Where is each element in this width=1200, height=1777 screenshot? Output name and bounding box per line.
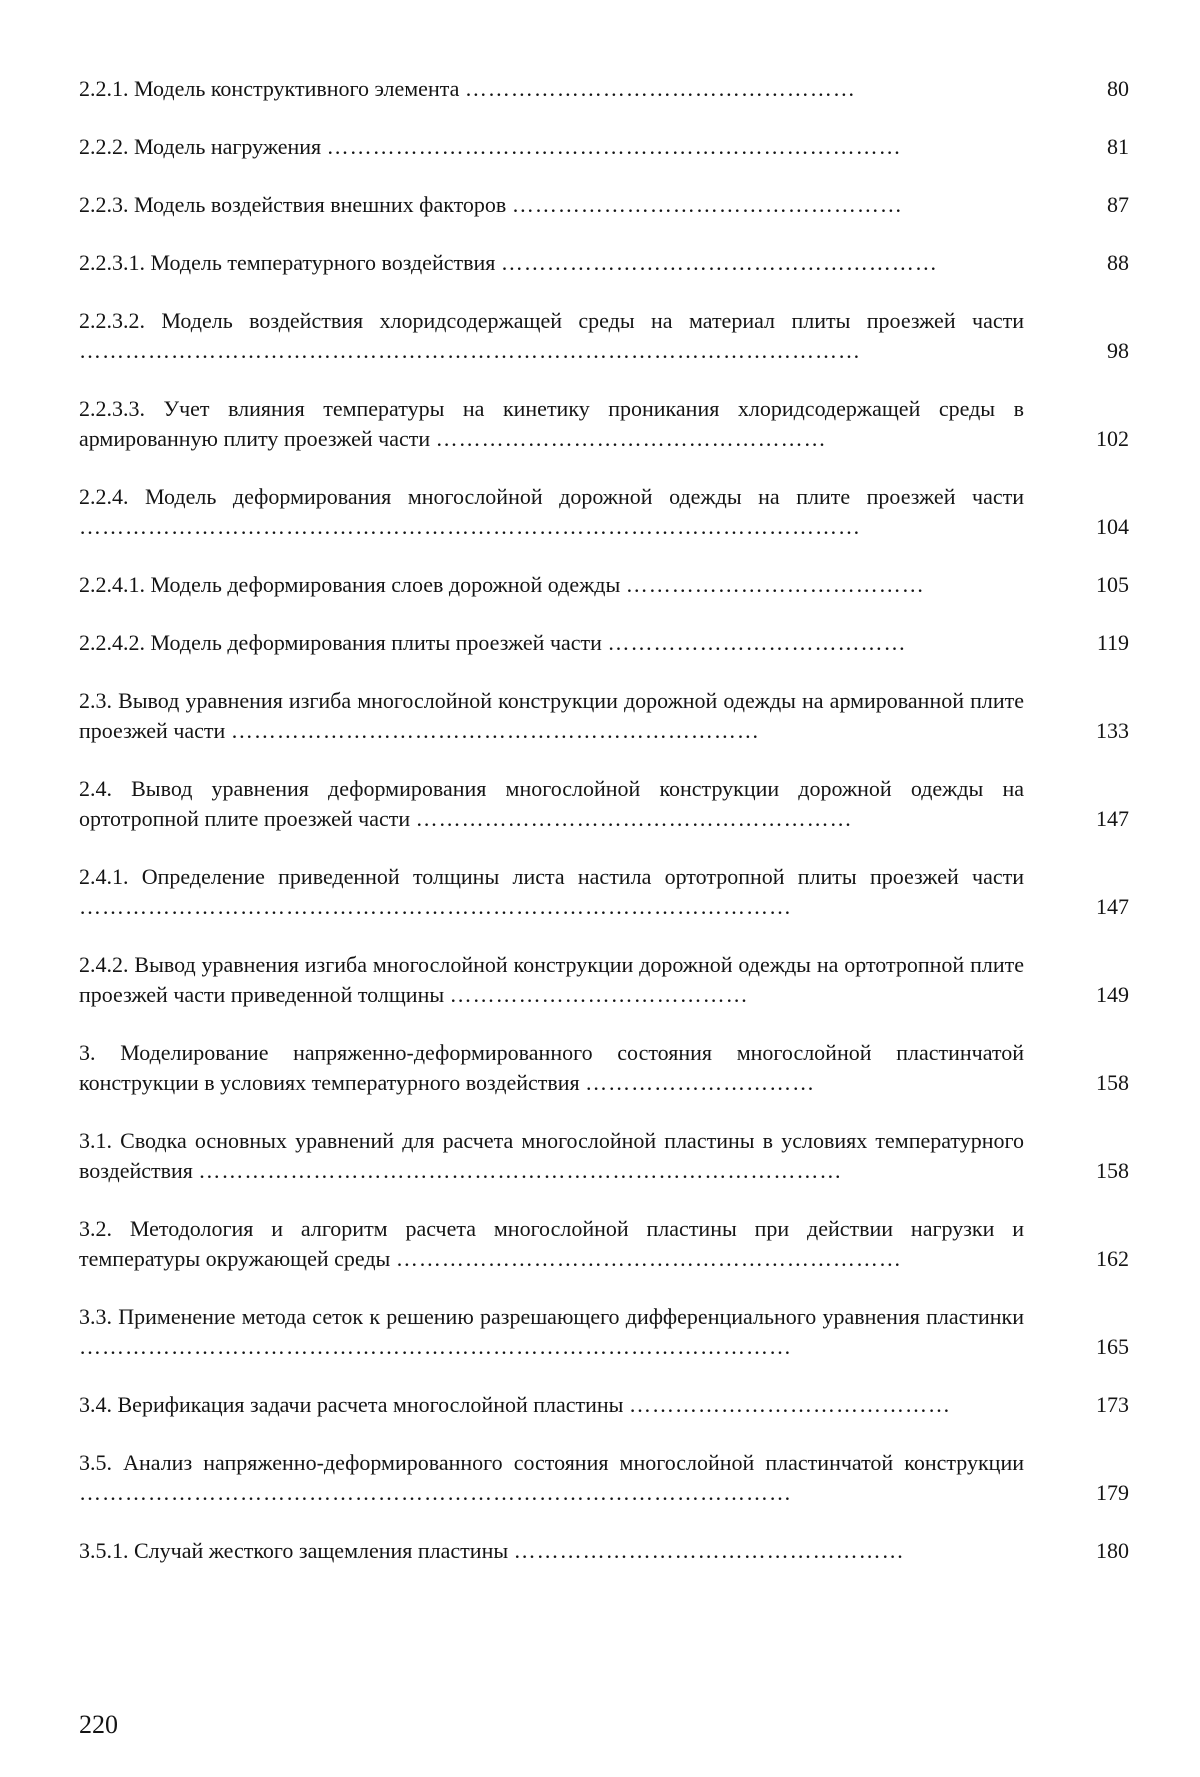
toc-entry xyxy=(79,248,1129,278)
toc-entry-page: 147 xyxy=(1096,806,1129,831)
toc-entry-page: 98 xyxy=(1107,338,1129,363)
toc-entry xyxy=(79,1038,1129,1098)
toc-entry-text xyxy=(79,862,1024,922)
toc-entry-page: 158 xyxy=(1096,1158,1129,1183)
toc-entry-page: 102 xyxy=(1096,426,1129,451)
toc-entry-page: 173 xyxy=(1096,1392,1129,1417)
toc-leader-dots: …………………………………………… xyxy=(511,192,903,217)
toc-leader-dots: ………………………………………………… xyxy=(500,250,938,275)
toc-entry-page: 162 xyxy=(1096,1246,1129,1271)
toc-leader-dots: ………………………………… xyxy=(449,982,749,1007)
toc-entry-text xyxy=(79,570,1024,600)
toc-entry-title: 3.5.1. Случай жесткого защемления пластины xyxy=(79,1538,509,1563)
toc-entry-text xyxy=(79,628,1024,658)
toc-entry-title: 2.2.4.2. Модель деформирования плиты проезжей части xyxy=(79,630,602,655)
toc-entry xyxy=(79,132,1129,162)
toc-entry xyxy=(79,628,1129,658)
toc-entry-title: 2.4.2. Вывод уравнения изгиба многослойной конструкции дорожной одежды на ортотропной плите проезжей части приведенной толщины xyxy=(79,952,1024,1007)
toc-entry-title: 3.4. Верификация задачи расчета многослойной пластины xyxy=(79,1392,624,1417)
toc-entry-title: 2.2.4.1. Модель деформирования слоев дорожной одежды xyxy=(79,572,621,597)
toc-entry-page: 119 xyxy=(1096,630,1129,655)
toc-entry xyxy=(79,482,1129,542)
toc-entry-page: 165 xyxy=(1096,1334,1129,1359)
toc-entry-page: 147 xyxy=(1096,894,1129,919)
toc-entry-title: 2.4. Вывод уравнения деформирования многослойной конструкции дорожной одежды на ортотропной плите проезжей части xyxy=(79,776,1024,831)
toc-entry-text xyxy=(79,1448,1024,1508)
toc-leader-dots: ………………………………… xyxy=(607,630,907,655)
toc-entry-title: 2.2.3. Модель воздействия внешних факторов xyxy=(79,192,507,217)
page-number: 220 xyxy=(79,1710,118,1739)
toc-entry-page: 158 xyxy=(1096,1070,1129,1095)
toc-leader-dots: …………………………………………………………… xyxy=(230,718,760,743)
toc-entry-text xyxy=(79,190,1024,220)
toc-entry-title: 2.2.4. Модель деформирования многослойной дорожной одежды на плите проезжей части xyxy=(79,484,1024,509)
toc-entry-page: 179 xyxy=(1096,1480,1129,1505)
toc-entry xyxy=(79,686,1129,746)
toc-entry-text xyxy=(79,1302,1024,1362)
toc-entry-page: 133 xyxy=(1096,718,1129,743)
toc-entry-text xyxy=(79,1126,1024,1186)
toc-leader-dots: …………………………………………… xyxy=(435,426,827,451)
toc-leader-dots: ………………………………………………… xyxy=(415,806,853,831)
toc-entry-title: 3.2. Методология и алгоритм расчета многослойной пластины при действии нагрузки и температуры окружающей среды xyxy=(79,1216,1024,1271)
toc-leader-dots: ………………………………… xyxy=(625,572,925,597)
toc-entry-text xyxy=(79,482,1024,542)
toc-leader-dots: ………………………………………………………… xyxy=(395,1246,902,1271)
toc-entry-title: 2.2.3.1. Модель температурного воздействия xyxy=(79,250,496,275)
toc-leader-dots: …………………………………………… xyxy=(464,76,856,101)
toc-entry-text xyxy=(79,950,1024,1010)
toc-entry xyxy=(79,190,1129,220)
toc-entry xyxy=(79,1302,1129,1362)
toc-entry-text xyxy=(79,394,1024,454)
toc-entry-title: 2.4.1. Определение приведенной толщины листа настила ортотропной плиты проезжей части xyxy=(79,864,1024,889)
toc-entry xyxy=(79,950,1129,1010)
toc-entry-title: 3.1. Сводка основных уравнений для расчета многослойной пластины в условиях температурного воздействия xyxy=(79,1128,1024,1183)
toc-leader-dots: ………………………………………………………………………………………… xyxy=(79,514,861,539)
toc-entry xyxy=(79,1214,1129,1274)
toc-entry-page: 87 xyxy=(1107,192,1129,217)
toc-entry-title: 2.2.2. Модель нагружения xyxy=(79,134,322,159)
toc-entry-text xyxy=(79,132,1024,162)
toc-entry-text xyxy=(79,74,1024,104)
toc-leader-dots: ………………………………………………………………… xyxy=(326,134,902,159)
toc-entry-text xyxy=(79,686,1024,746)
toc-leader-dots: ………………………………………………………………………………………… xyxy=(79,338,861,363)
toc-leader-dots: ………………………………………………………………………………… xyxy=(79,894,792,919)
toc-leader-dots: ………………………………………………………………………………… xyxy=(79,1334,792,1359)
toc-entry xyxy=(79,1390,1129,1420)
table-of-contents xyxy=(79,74,1129,1594)
toc-entry-page: 149 xyxy=(1096,982,1129,1007)
toc-entry-page: 180 xyxy=(1096,1538,1129,1563)
toc-entry-title: 3.5. Анализ напряженно-деформированного состояния многослойной пластинчатой конструкции xyxy=(79,1450,1024,1475)
toc-entry-title: 2.2.1. Модель конструктивного элемента xyxy=(79,76,460,101)
toc-leader-dots: …………………………………… xyxy=(628,1392,951,1417)
toc-entry-text xyxy=(79,1536,1024,1566)
toc-entry xyxy=(79,862,1129,922)
toc-entry xyxy=(79,1536,1129,1566)
toc-entry-text xyxy=(79,1214,1024,1274)
toc-entry xyxy=(79,570,1129,600)
toc-entry-title: 2.3. Вывод уравнения изгиба многослойной конструкции дорожной одежды на армированной плите проезжей части xyxy=(79,688,1024,743)
toc-leader-dots: ………………………… xyxy=(585,1070,816,1095)
toc-entry xyxy=(79,306,1129,366)
toc-entry xyxy=(79,1126,1129,1186)
toc-entry xyxy=(79,394,1129,454)
toc-entry-page: 81 xyxy=(1107,134,1129,159)
toc-entry-text xyxy=(79,248,1024,278)
toc-entry-text xyxy=(79,306,1024,366)
toc-entry xyxy=(79,74,1129,104)
toc-entry-page: 105 xyxy=(1096,572,1129,597)
toc-entry-text xyxy=(79,1038,1024,1098)
toc-entry-title: 3. Моделирование напряженно-деформированного состояния многослойной пластинчатой конструкции в условиях температурного воздействия xyxy=(79,1040,1024,1095)
toc-leader-dots: ………………………………………………………………………………… xyxy=(79,1480,792,1505)
toc-entry-text xyxy=(79,774,1024,834)
toc-entry xyxy=(79,774,1129,834)
toc-entry-text xyxy=(79,1390,1024,1420)
toc-entry-title: 2.2.3.2. Модель воздействия хлоридсодержащей среды на материал плиты проезжей части xyxy=(79,308,1024,333)
toc-entry-page: 88 xyxy=(1107,250,1129,275)
toc-leader-dots: …………………………………………… xyxy=(513,1538,905,1563)
toc-entry xyxy=(79,1448,1129,1508)
toc-entry-page: 80 xyxy=(1107,76,1129,101)
toc-entry-title: 2.2.3.3. Учет влияния температуры на кинетику проникания хлоридсодержащей среды в армированную плиту проезжей части xyxy=(79,396,1024,451)
toc-leader-dots: ………………………………………………………………………… xyxy=(198,1158,843,1183)
toc-entry-page: 104 xyxy=(1096,514,1129,539)
toc-entry-title: 3.3. Применение метода сеток к решению разрешающего дифференциального уравнения пластинки xyxy=(79,1304,1024,1329)
